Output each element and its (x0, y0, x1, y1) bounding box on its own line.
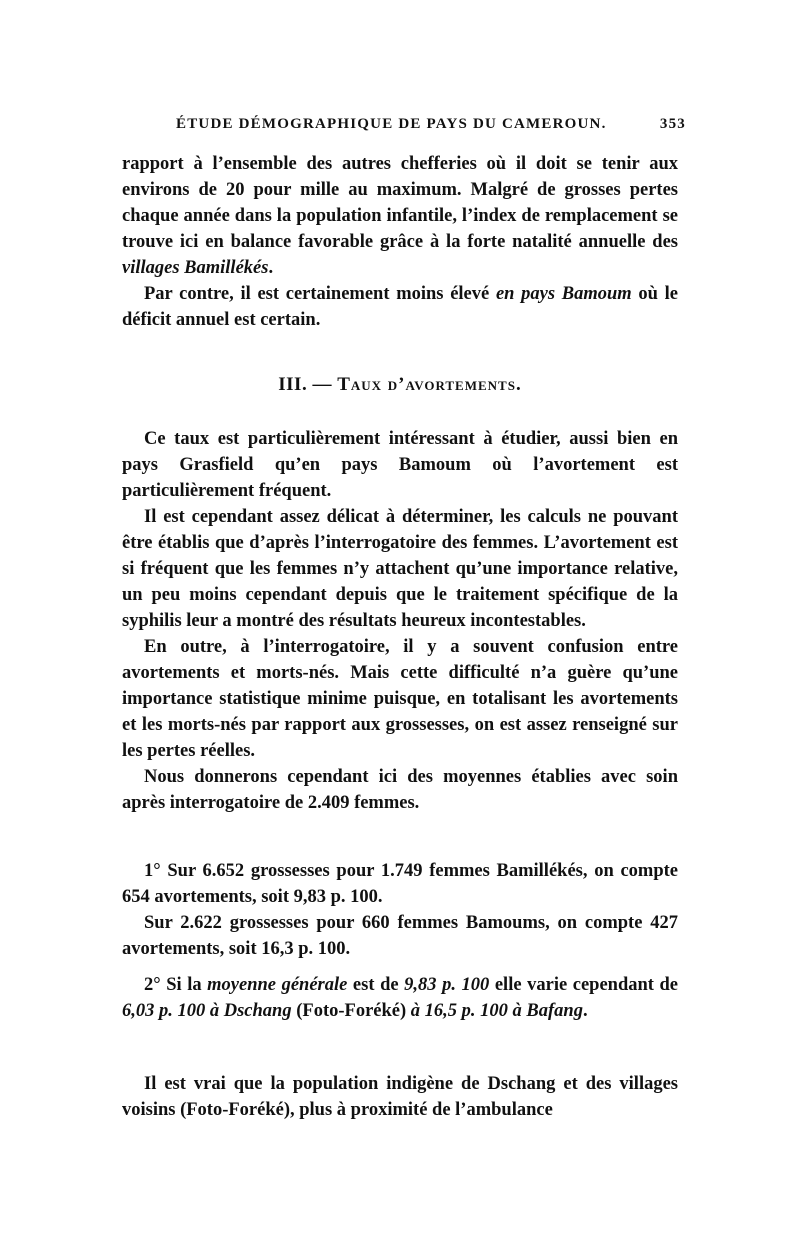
italic-phrase: à 16,5 p. 100 à Bafang (410, 1001, 583, 1021)
list-item-text: (Foto-Foréké) (291, 1001, 411, 1021)
paragraph: Ce taux est particulièrement intéressant à étudier, aussi bien en pays Grasfield qu’en pays Bamoum où l’avortement est particulièrement fréquent. (122, 429, 678, 501)
closing-paragraph (122, 1071, 678, 1123)
section-body (122, 426, 678, 816)
running-head (176, 116, 686, 133)
paragraph: Il est cependant assez délicat à déterminer, les calculs ne pouvant être établis que d’après l’interrogatoire des femmes. L’avortement est si fréquent que les femmes n’y attachent qu’une importance relative, un peu moins cependant depuis que le traitement spécifique de la syphilis leur a montré des résultats heureux incontestables. (122, 507, 678, 631)
list-item: 1° Sur 6.652 grossesses pour 1.749 femmes Bamillékés, on compte 654 avortements, soit 9,83 p. 100. (122, 861, 678, 907)
paragraph-text: Par contre, il est certainement moins élevé (144, 284, 496, 304)
italic-phrase: 6,03 p. 100 à Dschang (122, 1001, 292, 1021)
page-number: 353 (659, 116, 686, 132)
section-heading (0, 374, 800, 396)
paragraph: Il est vrai que la population indigène de Dschang et des villages voisins (Foto-Foréké), plus à proximité de l’ambulance (122, 1074, 678, 1120)
italic-phrase: 9,83 p. 100 (404, 975, 490, 995)
list-item-text: . (582, 1001, 588, 1021)
paragraph: Nous donnerons cependant ici des moyennes établies avec soin après interrogatoire de 2.409 femmes. (122, 767, 678, 813)
opening-paragraphs (122, 151, 678, 333)
list-item-text: 2° Si la (144, 975, 208, 995)
paragraph-continuation (122, 151, 678, 281)
paragraph-text-end: . (268, 258, 274, 278)
italic-phrase: moyenne générale (207, 975, 348, 995)
list-item-text: elle varie cependant de (489, 975, 679, 995)
list-item (122, 972, 678, 1024)
paragraph (122, 281, 678, 333)
running-head-title: ÉTUDE DÉMOGRAPHIQUE DE PAYS DU CAMEROUN. (176, 116, 607, 132)
list-item-text: est de (347, 975, 405, 995)
paragraph-text: rapport à l’ensemble des autres chefferies où il doit se tenir aux environs de 20 pour mille au maximum. Malgré de grosses pertes chaque année dans la population infantile, l’index de remplacement se trouve ici en balance favorable grâce à la forte natalité annuelle des (122, 154, 678, 252)
italic-phrase: en pays Bamoum (495, 284, 632, 304)
paragraph: En outre, à l’interrogatoire, il y a souvent confusion entre avortements et morts-nés. Mais cette difficulté n’a guère qu’une importance statistique minime puisque, en totalisant les avortements et les morts-nés par rapport aux grossesses, on est assez renseigné sur les pertes réelles. (122, 637, 678, 761)
italic-phrase: villages Bamillékés (122, 258, 269, 278)
section-numeral: III. — (278, 374, 338, 395)
list-item: Sur 2.622 grossesses pour 660 femmes Bamoums, on compte 427 avortements, soit 16,3 p. 100. (122, 913, 678, 959)
statistics-list (122, 858, 678, 962)
statistics-list-2 (122, 972, 678, 1024)
section-title: Taux d’avortements. (337, 374, 522, 395)
paragraph-text-end: où le déficit annuel est certain. (122, 284, 678, 330)
